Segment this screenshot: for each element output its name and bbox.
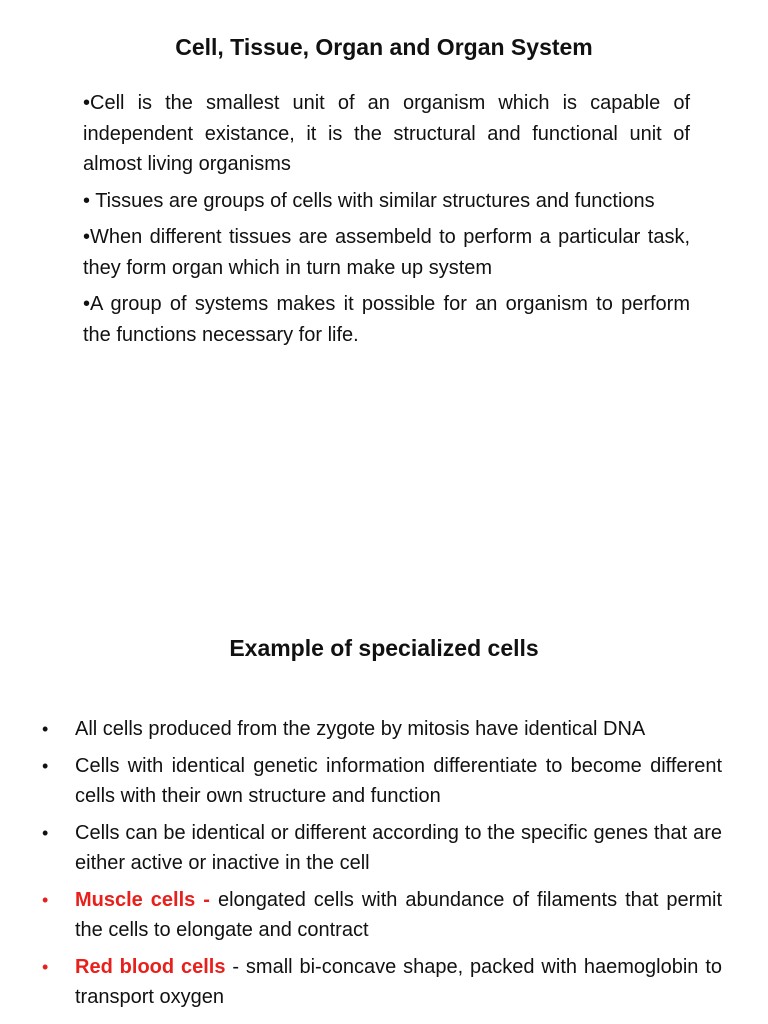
- specialized-cells-list: [40, 714, 722, 1019]
- list-item-text: Cells can be identical or different according to the specific genes that are either active or inactive in the cell: [75, 821, 722, 874]
- bullet-icon: •: [42, 889, 49, 910]
- list-item-text: elongated cells with abundance of filaments that permit the cells to elongate and contract: [75, 888, 723, 941]
- paragraph-tissues: • Tissues are groups of cells with similar structures and functions: [83, 189, 655, 212]
- list-item-text: All cells produced from the zygote by mitosis have identical DNA: [75, 718, 646, 740]
- term-label: Muscle cells -: [75, 888, 210, 911]
- list-item: [40, 714, 722, 745]
- list-item-text: Cells with identical genetic information differentiate to become different cells with their own structure and function: [75, 754, 722, 807]
- slide1-title: Cell, Tissue, Organ and Organ System: [175, 34, 593, 60]
- paragraph-systems: •A group of systems makes it possible for an organism to perform the functions necessary for life.: [83, 293, 690, 346]
- bullet-icon: •: [42, 822, 49, 843]
- list-item-red-blood-cells: [40, 952, 722, 1013]
- paragraph-cell: •Cell is the smallest unit of an organism which is capable of independent existance, it is the structural and functional unit of almost living organisms: [83, 92, 690, 175]
- list-item: [40, 818, 722, 879]
- paragraph-organ: •When different tissues are assembeld to perform a particular task, they form organ which in turn make up system: [83, 226, 690, 279]
- term-label: Red blood cells: [75, 955, 226, 978]
- bullet-icon: •: [42, 956, 49, 977]
- list-item-text: - small bi-concave shape, packed with haemoglobin to transport oxygen: [75, 955, 722, 1008]
- slide2-title: Example of specialized cells: [229, 635, 539, 661]
- bullet-icon: •: [42, 719, 49, 739]
- slide1-body: [83, 88, 690, 356]
- list-item-muscle-cells: [40, 885, 722, 946]
- bullet-icon: •: [42, 755, 49, 776]
- list-item: [40, 751, 722, 812]
